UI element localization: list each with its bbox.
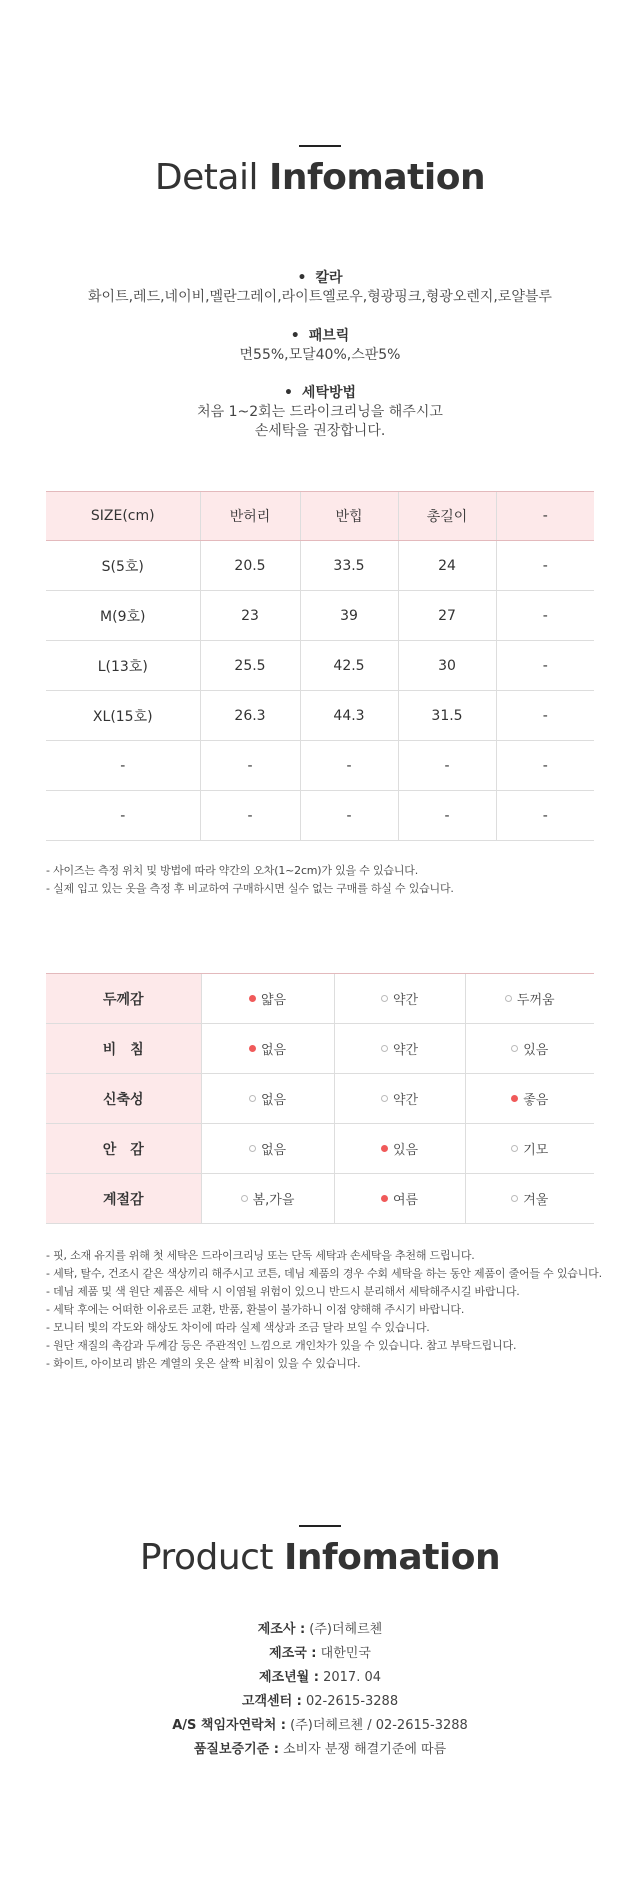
feel-option-cell [201,1024,334,1074]
size-cell: - [496,641,594,691]
size-table [46,491,594,841]
feel-option-label: 기모 [523,1143,549,1158]
product-info-row [0,1618,640,1642]
size-cell: 30 [398,641,496,691]
size-cell: - [200,741,300,791]
size-row [46,691,594,741]
product-info-key: 고객센터 : [241,1694,302,1709]
size-cell: XL(15호) [46,691,200,741]
size-header-cell: - [496,492,594,541]
feel-option-label: 봄,가을 [252,1193,295,1208]
color-value: 화이트,레드,네이비,멜란그레이,라이트옐로우,형광핑크,형광오렌지,로얄블루 [88,289,552,305]
filled-dot-icon [249,1045,256,1052]
size-row [46,591,594,641]
feel-row-label: 두께감 [46,974,201,1024]
feel-row-label: 비 침 [46,1024,201,1074]
detail-title [0,157,640,198]
size-cell: - [496,541,594,591]
empty-dot-icon [249,1145,256,1152]
size-header-cell: 총길이 [398,492,496,541]
feel-row [46,974,594,1024]
size-note: - 사이즈는 측정 위치 및 방법에 따라 약간의 오차(1~2cm)가 있을 수 있습니다. [46,864,418,877]
product-info-value: (주)더헤르첸 / 02-2615-3288 [290,1718,468,1733]
feel-option-cell [201,1074,334,1124]
care-note: - 모니터 빛의 각도와 해상도 차이에 따라 실제 색상과 조금 달라 보일 수 있습니다. [46,1321,430,1334]
fabric-label: • 패브릭 [0,327,640,346]
size-row [46,791,594,841]
size-cell: 27 [398,591,496,641]
size-cell: 31.5 [398,691,496,741]
size-header-cell: 반힙 [300,492,398,541]
feel-option-label: 있음 [523,1043,549,1058]
color-label: • 칼라 [0,269,640,288]
empty-dot-icon [505,995,512,1002]
feel-option-cell [201,1174,334,1224]
product-title-bar [299,1525,341,1527]
feel-option [381,1089,418,1108]
wash-info [0,384,640,441]
feel-option-cell [201,974,334,1024]
size-cell: 33.5 [300,541,398,591]
feel-option-cell [465,1174,594,1224]
product-info-key: 제조국 : [269,1646,317,1661]
size-row [46,641,594,691]
feel-option-cell [201,1124,334,1174]
size-cell: 44.3 [300,691,398,741]
product-info-key: 제조사 : [257,1622,306,1637]
filled-dot-icon [511,1095,518,1102]
feel-option-cell [465,1024,594,1074]
size-cell: - [200,791,300,841]
size-cell: - [46,741,200,791]
size-header-cell: SIZE(cm) [46,492,200,541]
filled-dot-icon [381,1195,388,1202]
feel-option-selected [249,989,286,1008]
product-info-value: (주)더헤르첸 [309,1622,383,1637]
empty-dot-icon [511,1195,518,1202]
size-cell: M(9호) [46,591,200,641]
product-info-value: 02-2615-3288 [306,1694,399,1709]
feel-option-label: 약간 [392,1093,419,1108]
product-info-value: 대한민국 [320,1646,371,1661]
care-notes [46,1247,602,1373]
size-cell: L(13호) [46,641,200,691]
size-cell: - [496,741,594,791]
care-note: - 원단 재질의 촉감과 두께감 등은 주관적인 느낌으로 개인차가 있을 수 있습니다. 참고 부탁드립니다. [46,1339,517,1352]
feel-option-selected [249,1039,286,1058]
feel-option-cell [334,974,465,1024]
care-note: - 화이트, 아이보리 밝은 계열의 옷은 살짝 비침이 있을 수 있습니다. [46,1357,361,1370]
color-info [0,269,640,307]
empty-dot-icon [511,1145,518,1152]
feel-option [505,989,555,1008]
size-cell: 26.3 [200,691,300,741]
product-info [0,1618,640,1762]
size-header-cell: 반허리 [200,492,300,541]
feel-row [46,1024,594,1074]
product-info-value: 2017. 04 [323,1670,381,1685]
product-title [0,1537,640,1578]
feel-option-label: 약간 [392,1043,419,1058]
feel-option-label: 있음 [392,1143,419,1158]
detail-title-light: Detail [154,157,258,198]
size-cell: 39 [300,591,398,641]
size-cell: - [496,591,594,641]
product-info-row [0,1738,640,1762]
empty-dot-icon [511,1045,518,1052]
care-note: - 핏, 소재 유지를 위해 첫 세탁은 드라이크리닝 또는 단독 세탁과 손세탁을 추천해 드립니다. [46,1249,475,1262]
feel-option-cell [334,1174,465,1224]
wash-line-2: 손세탁을 권장합니다. [254,423,386,439]
detail-title-bold: Infomation [268,157,486,198]
feel-row-label: 계절감 [46,1174,201,1224]
size-cell: 23 [200,591,300,641]
product-info-row [0,1666,640,1690]
empty-dot-icon [381,1095,388,1102]
product-title-bold: Infomation [284,1537,501,1578]
size-note: - 실제 입고 있는 옷을 측정 후 비교하여 구매하시면 실수 없는 구매를 하실 수 있습니다. [46,882,454,895]
size-notes [46,862,454,898]
feel-option-cell [465,974,594,1024]
product-info-value: 소비자 분쟁 해결기준에 따름 [283,1742,447,1757]
feel-option-cell [334,1024,465,1074]
size-cell: - [496,791,594,841]
feel-table [46,973,594,1224]
care-note: - 세탁, 탈수, 건조시 같은 색상끼리 해주시고 코튼, 데님 제품의 경우 수회 세탁을 하는 동안 제품이 줄어들 수 있습니다. [46,1267,602,1280]
feel-option [511,1189,548,1208]
feel-option [381,989,418,1008]
size-cell: 24 [398,541,496,591]
wash-line-1: 처음 1~2회는 드라이크리닝을 해주시고 [197,404,443,420]
feel-row [46,1124,594,1174]
size-cell: - [300,741,398,791]
product-info-key: 제조년월 : [259,1670,319,1685]
feel-row-label: 안 감 [46,1124,201,1174]
feel-option-label: 약간 [392,993,419,1008]
size-cell: - [300,791,398,841]
feel-option-selected [381,1189,418,1208]
empty-dot-icon [381,995,388,1002]
size-cell: - [398,741,496,791]
size-row [46,541,594,591]
feel-row [46,1174,594,1224]
feel-option [249,1139,286,1158]
feel-option-cell [334,1074,465,1124]
size-cell: S(5호) [46,541,200,591]
feel-option-cell [465,1074,594,1124]
care-note: - 데님 제품 및 색 원단 제품은 세탁 시 이염될 위험이 있으니 반드시 분리해서 세탁해주시길 바랍니다. [46,1285,520,1298]
product-info-key: 품질보증기준 : [193,1742,279,1757]
feel-option [511,1039,548,1058]
size-cell: - [46,791,200,841]
size-table-header [46,492,594,541]
product-title-light: Product [139,1537,274,1578]
feel-option [241,1189,295,1208]
filled-dot-icon [381,1145,388,1152]
size-cell: - [398,791,496,841]
size-cell: - [496,691,594,741]
feel-option-label: 두꺼움 [516,993,555,1008]
wash-label: • 세탁방법 [0,384,640,403]
feel-option-label: 없음 [260,1143,287,1158]
feel-row-label: 신축성 [46,1074,201,1124]
product-info-row [0,1642,640,1666]
size-cell: 25.5 [200,641,300,691]
feel-row [46,1074,594,1124]
feel-option [249,1089,286,1108]
filled-dot-icon [249,995,256,1002]
feel-option-cell [334,1124,465,1174]
product-info-key: A/S 책임자연락처 : [172,1718,286,1733]
empty-dot-icon [381,1045,388,1052]
feel-option-label: 없음 [260,1093,287,1108]
feel-option-label: 겨울 [523,1193,549,1208]
product-info-row [0,1690,640,1714]
feel-option [381,1039,418,1058]
feel-option [511,1139,548,1158]
fabric-info [0,327,640,365]
size-cell: 42.5 [300,641,398,691]
size-cell: 20.5 [200,541,300,591]
feel-option-label: 여름 [392,1193,419,1208]
empty-dot-icon [241,1195,248,1202]
feel-option-cell [465,1124,594,1174]
feel-option-selected [381,1139,418,1158]
detail-title-bar [299,145,341,147]
feel-option-selected [511,1089,548,1108]
feel-option-label: 얇음 [260,993,287,1008]
product-info-row [0,1714,640,1738]
empty-dot-icon [249,1095,256,1102]
fabric-value: 면55%,모달40%,스판5% [239,347,401,363]
size-row [46,741,594,791]
feel-option-label: 없음 [260,1043,287,1058]
feel-option-label: 좋음 [523,1093,549,1108]
care-note: - 세탁 후에는 어떠한 이유로든 교환, 반품, 환불이 불가하니 이점 양해해 주시기 바랍니다. [46,1303,465,1316]
